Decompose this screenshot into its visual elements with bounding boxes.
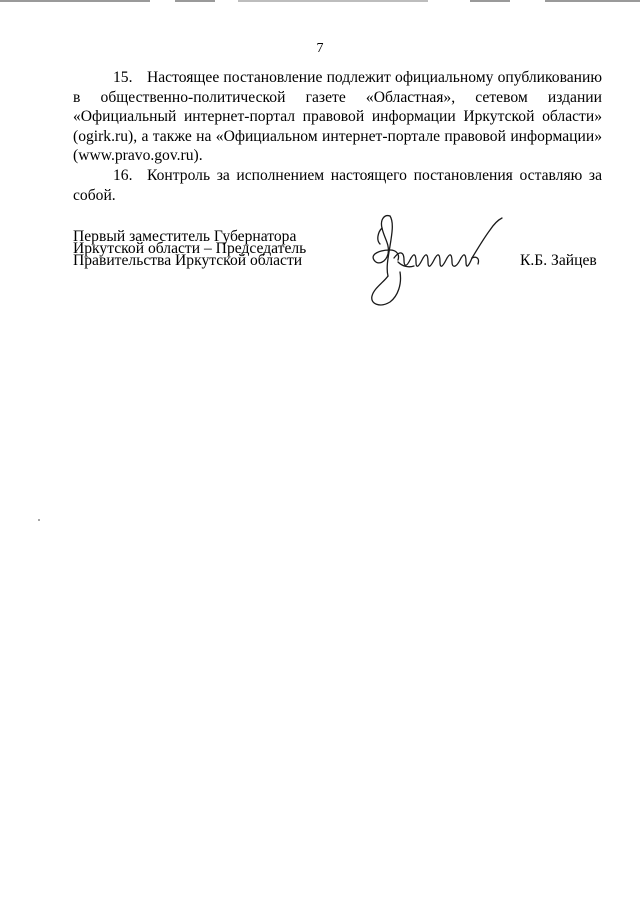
paragraph-15 bbox=[73, 68, 602, 166]
paragraph-text: Контроль за исполнением настоящего постановления оставляю за собой. bbox=[73, 166, 602, 204]
paragraph-16 bbox=[73, 166, 602, 205]
page-number: 7 bbox=[316, 41, 324, 56]
paragraph-number: 16. bbox=[113, 166, 133, 184]
position-line: Иркутской области – Председатель bbox=[73, 240, 307, 257]
position-line: Первый заместитель Губернатора bbox=[73, 228, 297, 245]
signer-name: К.Б. Зайцев bbox=[520, 252, 597, 269]
signatory-position bbox=[73, 228, 373, 269]
paragraph-text: Настоящее постановление подлежит официальному опубликованию в общественно-политической газете «Областная», сетевом издании «Официальный интернет-портал правовой информации Иркутской области» (ogirk.ru), а также на «Официальном интернет-портале правовой информации» (www.pravo.gov.ru). bbox=[73, 69, 602, 165]
scan-speck bbox=[38, 519, 40, 521]
handwritten-signature bbox=[360, 210, 510, 315]
paragraph-number: 15. bbox=[113, 69, 133, 86]
position-line: Правительства Иркутской области bbox=[73, 252, 303, 269]
document-body bbox=[73, 68, 602, 205]
scan-edge-marks bbox=[0, 0, 640, 4]
